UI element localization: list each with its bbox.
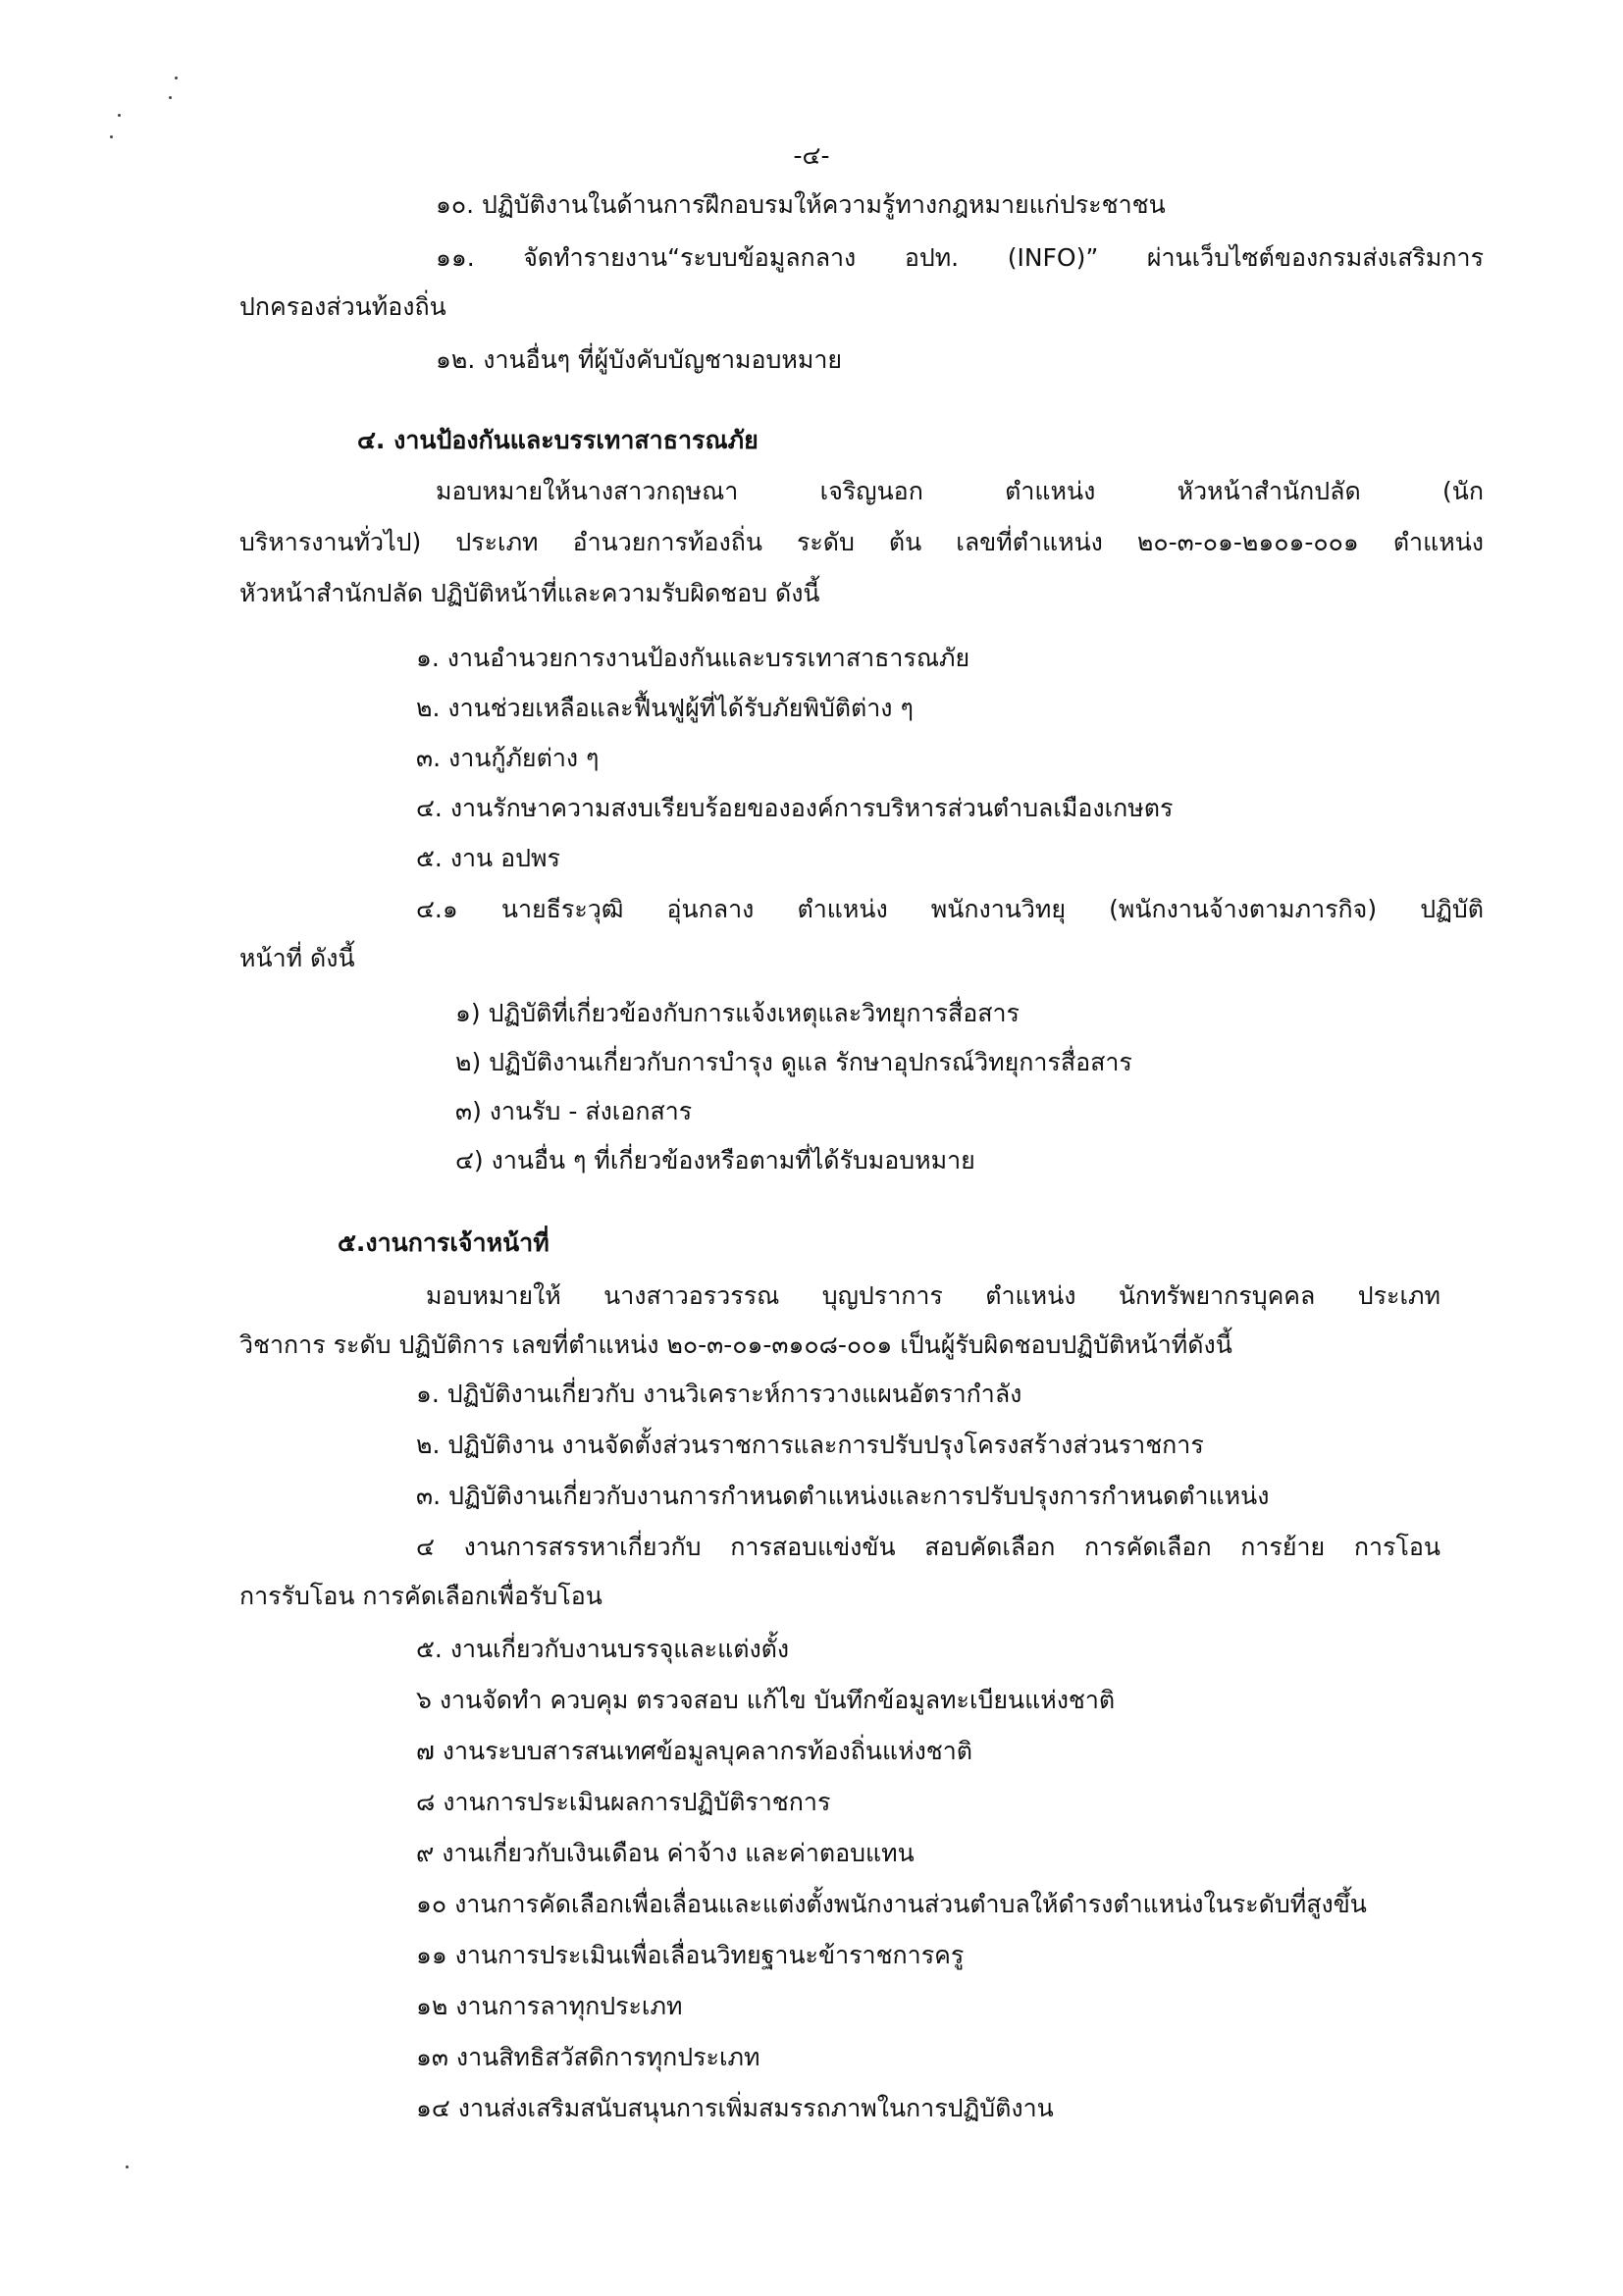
list-item: ๓. ปฏิบัติงานเกี่ยวกับงานการกำหนดตำแหน่งและการปรับปรุงการกำหนดตำแหน่ง [416, 1482, 1270, 1510]
list-item: ๑) ปฏิบัติที่เกี่ยวข้องกับการแจ้งเหตุและวิทยุการสื่อสาร [455, 999, 1020, 1027]
list-item: ๙ งานเกี่ยวกับเงินเดือน ค่าจ้าง และค่าตอบแทน [416, 1839, 915, 1867]
paragraph-line: หัวหน้าสำนักปลัด ปฏิบัติหน้าที่และความรับผิดชอบ ดังนี้ [239, 579, 820, 607]
paragraph-line: ๑๑. จัดทำรายงาน“ระบบข้อมูลกลาง อปท. (INFO)” ผ่านเว็บไซต์ของกรมส่งเสริมการ [436, 243, 1484, 272]
list-item: ๔. งานรักษาความสงบเรียบร้อยขององค์การบริหารส่วนตำบลเมืองเกษตร [416, 794, 1174, 822]
paragraph-line: หน้าที่ ดังนี้ [239, 944, 355, 972]
scan-speck [175, 77, 178, 79]
list-item: ๓) งานรับ - ส่งเอกสาร [455, 1097, 693, 1125]
scan-speck [118, 114, 121, 117]
paragraph-line: การรับโอน การคัดเลือกเพื่อรับโอน [239, 1582, 602, 1610]
list-item: ๒. ปฏิบัติงาน งานจัดตั้งส่วนราชการและการปรับปรุงโครงสร้างส่วนราชการ [416, 1431, 1204, 1459]
list-item: ๒. งานช่วยเหลือและฟื้นฟูผู้ที่ได้รับภัยพิบัติต่าง ๆ [416, 694, 914, 722]
list-item: ๑. งานอำนวยการงานป้องกันและบรรเทาสาธารณภัย [416, 644, 970, 672]
paragraph-line: ๔.๑ นายธีระวุฒิ อุ่นกลาง ตำแหน่ง พนักงานวิทยุ (พนักงานจ้างตามภารกิจ) ปฏิบัติ [416, 895, 1484, 923]
paragraph-line: ๑๐. ปฏิบัติงานในด้านการฝึกอบรมให้ความรู้ทางกฎหมายแก่ประชาชน [436, 190, 1166, 219]
list-item: ๑๒ งานการลาทุกประเภท [416, 1992, 683, 2020]
list-item: ๖ งานจัดทำ ควบคุม ตรวจสอบ แก้ไข บันทึกข้อมูลทะเบียนแห่งชาติ [416, 1686, 1116, 1714]
list-item: ๕. งาน อปพร [416, 844, 560, 872]
list-item: ๕. งานเกี่ยวกับงานบรรจุและแต่งตั้ง [416, 1635, 790, 1663]
list-item: ๗ งานระบบสารสนเทศข้อมูลบุคลากรท้องถิ่นแห่งชาติ [416, 1737, 973, 1765]
scan-speck [110, 135, 113, 138]
section-heading: ๔. งานป้องกันและบรรเทาสาธารณภัย [357, 426, 759, 454]
list-item: ๓. งานกู้ภัยต่าง ๆ [416, 744, 600, 772]
list-item: ๒) ปฏิบัติงานเกี่ยวกับการบำรุง ดูแล รักษาอุปกรณ์วิทยุการสื่อสาร [455, 1048, 1132, 1076]
scan-speck [126, 2166, 129, 2168]
list-item: ๑๑ งานการประเมินเพื่อเลื่อนวิทยฐานะข้าราชการครู [416, 1941, 965, 1969]
paragraph-line: มอบหมายให้นางสาวกฤษณา เจริญนอก ตำแหน่ง หัวหน้าสำนักปลัด (นัก [436, 477, 1484, 505]
paragraph-line: บริหารงานทั่วไป) ประเภท อำนวยการท้องถิ่น ระดับ ต้น เลขที่ตำแหน่ง ๒๐-๓-๐๑-๒๑๐๑-๐๐๑ ตำแหน่ง [239, 528, 1484, 556]
paragraph-line: มอบหมายให้ นางสาวอรวรรณ บุญปราการ ตำแหน่ง นักทรัพยากรบุคคล ประเภท [426, 1281, 1440, 1310]
list-item: ๑๐ งานการคัดเลือกเพื่อเลื่อนและแต่งตั้งพนักงานส่วนตำบลให้ดำรงตำแหน่งในระดับที่สูงขึ้น [416, 1890, 1367, 1918]
paragraph-line: วิชาการ ระดับ ปฏิบัติการ เลขที่ตำแหน่ง ๒๐-๓-๐๑-๓๑๐๘-๐๐๑ เป็นผู้รับผิดชอบปฏิบัติหน้าที่ดังนี้ [239, 1331, 1232, 1359]
section-heading: ๕.งานการเจ้าหน้าที่ [338, 1228, 550, 1257]
list-item: ๔) งานอื่น ๆ ที่เกี่ยวข้องหรือตามที่ได้รับมอบหมาย [455, 1146, 975, 1174]
list-item: ๑. ปฏิบัติงานเกี่ยวกับ งานวิเคราะห์การวางแผนอัตรากำลัง [416, 1380, 1022, 1408]
list-item: ๑๔ งานส่งเสริมสนับสนุนการเพิ่มสมรรถภาพในการปฏิบัติงาน [416, 2094, 1054, 2122]
paragraph-line: ปกครองส่วนท้องถิ่น [239, 292, 446, 321]
scan-speck [169, 96, 172, 99]
paragraph-line: ๑๒. งานอื่นๆ ที่ผู้บังคับบัญชามอบหมาย [436, 345, 843, 374]
page-number: -๔- [793, 141, 830, 170]
list-item: ๔ งานการสรรหาเกี่ยวกับ การสอบแข่งขัน สอบคัดเลือก การคัดเลือก การย้าย การโอน [416, 1533, 1440, 1561]
list-item: ๑๓ งานสิทธิสวัสดิการทุกประเภท [416, 2043, 760, 2071]
list-item: ๘ งานการประเมินผลการปฏิบัติราชการ [416, 1788, 831, 1816]
